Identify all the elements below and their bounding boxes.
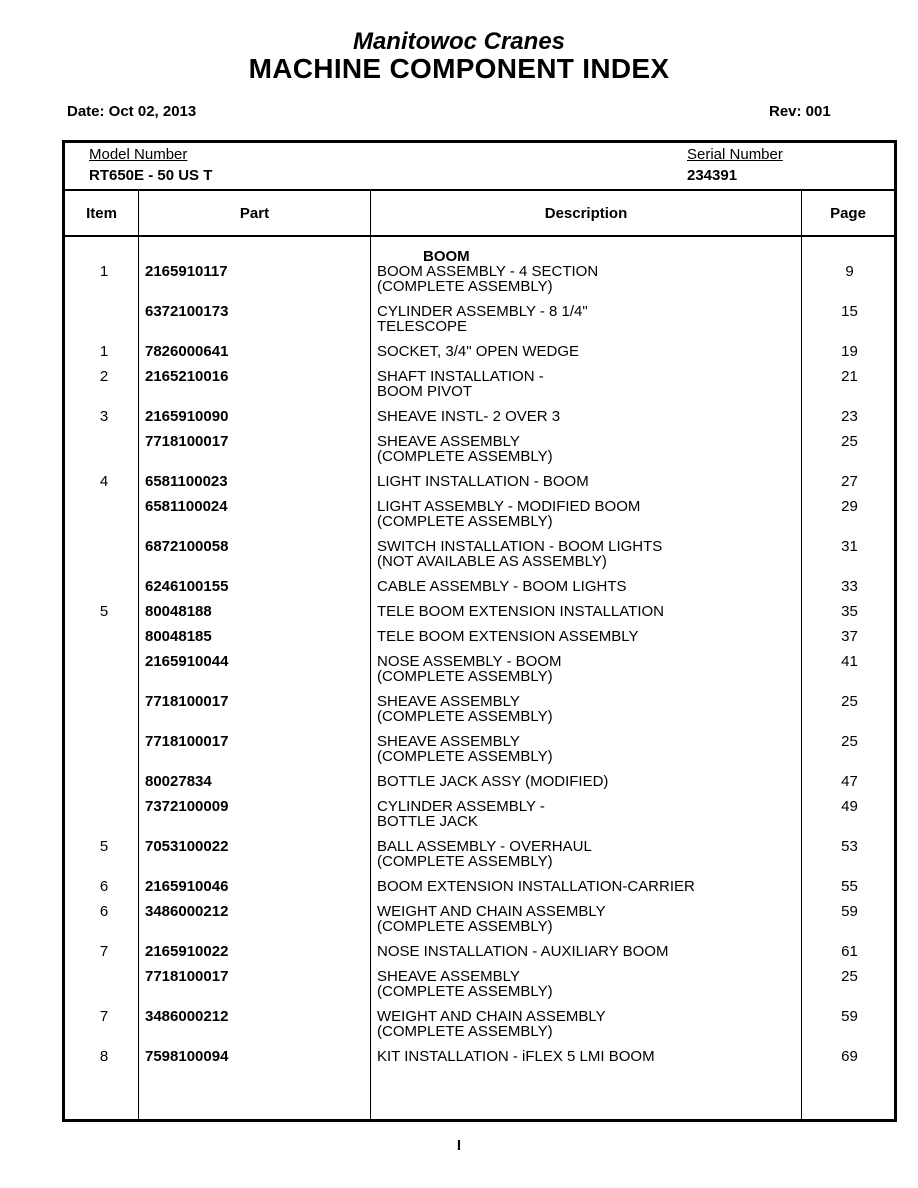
page-number: 31 xyxy=(841,538,858,555)
description-line-1: TELE BOOM EXTENSION INSTALLATION xyxy=(377,603,664,620)
item-number: 1 xyxy=(99,263,109,280)
column-divider xyxy=(370,190,371,1119)
part-description xyxy=(377,629,797,644)
description-line-2: (COMPLETE ASSEMBLY) xyxy=(377,278,553,295)
page-number: 61 xyxy=(841,943,858,960)
part-number: 2165910046 xyxy=(145,878,229,895)
part-description xyxy=(377,264,797,294)
page-number: 59 xyxy=(841,903,858,920)
description-line-2: (COMPLETE ASSEMBLY) xyxy=(377,918,553,935)
page-number: 25 xyxy=(841,968,858,985)
description-line-2: (COMPLETE ASSEMBLY) xyxy=(377,1023,553,1040)
description-line-1: CABLE ASSEMBLY - BOOM LIGHTS xyxy=(377,578,627,595)
section-heading: BOOM xyxy=(423,248,470,265)
column-header-page: Page xyxy=(830,205,866,222)
description-line-1: SHEAVE ASSEMBLY xyxy=(377,433,520,450)
page-marker: I xyxy=(456,1137,462,1154)
part-description xyxy=(377,579,797,594)
part-description xyxy=(377,1009,797,1039)
description-line-2: (COMPLETE ASSEMBLY) xyxy=(377,748,553,765)
part-description xyxy=(377,774,797,789)
document-date: Date: Oct 02, 2013 xyxy=(67,103,197,120)
page-number: 19 xyxy=(841,343,858,360)
description-line-1: WEIGHT AND CHAIN ASSEMBLY xyxy=(377,903,606,920)
description-line-1: KIT INSTALLATION - iFLEX 5 LMI BOOM xyxy=(377,1048,655,1065)
part-number: 7718100017 xyxy=(145,693,229,710)
description-line-1: TELE BOOM EXTENSION ASSEMBLY xyxy=(377,628,639,645)
description-line-2: BOOM PIVOT xyxy=(377,383,473,400)
description-line-1: SWITCH INSTALLATION - BOOM LIGHTS xyxy=(377,538,663,555)
header-divider xyxy=(65,189,894,191)
description-line-1: WEIGHT AND CHAIN ASSEMBLY xyxy=(377,1008,606,1025)
column-divider xyxy=(138,190,139,1119)
part-description xyxy=(377,734,797,764)
part-description xyxy=(377,1049,797,1064)
part-description xyxy=(377,839,797,869)
description-line-1: SHAFT INSTALLATION - xyxy=(377,368,544,385)
column-header-divider xyxy=(65,235,894,237)
part-description xyxy=(377,369,797,399)
part-description xyxy=(377,434,797,464)
part-number: 2165910090 xyxy=(145,408,229,425)
part-number: 2165910022 xyxy=(145,943,229,960)
serial-number-label: Serial Number xyxy=(687,146,783,163)
part-number: 7718100017 xyxy=(145,968,229,985)
description-line-1: NOSE INSTALLATION - AUXILIARY BOOM xyxy=(377,943,669,960)
item-number: 7 xyxy=(99,943,109,960)
part-description xyxy=(377,944,797,959)
item-number: 3 xyxy=(99,408,109,425)
item-number: 5 xyxy=(99,838,109,855)
part-description xyxy=(377,344,797,359)
description-line-1: BALL ASSEMBLY - OVERHAUL xyxy=(377,838,592,855)
description-line-1: SHEAVE ASSEMBLY xyxy=(377,968,520,985)
part-number: 2165210016 xyxy=(145,368,229,385)
column-header-part: Part xyxy=(239,205,270,222)
page-number: 23 xyxy=(841,408,858,425)
part-number: 2165910117 xyxy=(145,263,228,280)
part-number: 7718100017 xyxy=(145,733,229,750)
part-description xyxy=(377,604,797,619)
item-number: 4 xyxy=(99,473,109,490)
item-number: 6 xyxy=(99,878,109,895)
page-number: 35 xyxy=(841,603,858,620)
page-number: 25 xyxy=(841,693,858,710)
item-number: 7 xyxy=(99,1008,109,1025)
part-description xyxy=(377,879,797,894)
part-number: 2165910044 xyxy=(145,653,229,670)
description-line-1: SHEAVE INSTL- 2 OVER 3 xyxy=(377,408,561,425)
page-number: 9 xyxy=(845,263,854,280)
part-number: 6872100058 xyxy=(145,538,229,555)
part-description xyxy=(377,409,797,424)
part-number: 6246100155 xyxy=(145,578,229,595)
item-number: 2 xyxy=(99,368,109,385)
description-line-2: (COMPLETE ASSEMBLY) xyxy=(377,983,553,1000)
description-line-2: (COMPLETE ASSEMBLY) xyxy=(377,448,553,465)
page-number: 27 xyxy=(841,473,858,490)
description-line-1: NOSE ASSEMBLY - BOOM xyxy=(377,653,562,670)
part-description xyxy=(377,654,797,684)
column-header-item: Item xyxy=(86,205,117,222)
document-revision: Rev: 001 xyxy=(769,103,831,120)
description-line-1: SHEAVE ASSEMBLY xyxy=(377,693,520,710)
part-number: 80027834 xyxy=(145,773,212,790)
column-header-description: Description xyxy=(544,205,628,222)
column-divider xyxy=(801,190,802,1119)
component-index-table xyxy=(62,140,897,1122)
part-number: 6581100024 xyxy=(145,498,228,515)
item-number: 1 xyxy=(99,343,109,360)
page-number: 49 xyxy=(841,798,858,815)
page-number: 55 xyxy=(841,878,858,895)
description-line-2: (NOT AVAILABLE AS ASSEMBLY) xyxy=(377,553,607,570)
part-number: 7598100094 xyxy=(145,1048,229,1065)
part-number: 6581100023 xyxy=(145,473,228,490)
part-number: 80048185 xyxy=(145,628,212,645)
part-description xyxy=(377,904,797,934)
model-number-label: Model Number xyxy=(89,146,188,163)
description-line-2: BOTTLE JACK xyxy=(377,813,478,830)
description-line-1: BOOM EXTENSION INSTALLATION-CARRIER xyxy=(377,878,695,895)
description-line-1: BOTTLE JACK ASSY (MODIFIED) xyxy=(377,773,609,790)
page-number: 59 xyxy=(841,1008,858,1025)
page-number: 15 xyxy=(841,303,858,320)
description-line-1: SOCKET, 3/4" OPEN WEDGE xyxy=(377,343,580,360)
item-number: 5 xyxy=(99,603,109,620)
description-line-1: LIGHT ASSEMBLY - MODIFIED BOOM xyxy=(377,498,641,515)
description-line-2: (COMPLETE ASSEMBLY) xyxy=(377,668,553,685)
description-line-2: (COMPLETE ASSEMBLY) xyxy=(377,853,553,870)
part-description xyxy=(377,499,797,529)
page-number: 29 xyxy=(841,498,858,515)
item-number: 8 xyxy=(99,1048,109,1065)
page-number: 47 xyxy=(841,773,858,790)
description-line-1: CYLINDER ASSEMBLY - xyxy=(377,798,545,815)
model-number-value: RT650E - 50 US T xyxy=(89,167,213,184)
serial-number-value: 234391 xyxy=(687,167,738,184)
description-line-2: (COMPLETE ASSEMBLY) xyxy=(377,513,553,530)
description-line-1: SHEAVE ASSEMBLY xyxy=(377,733,520,750)
description-line-1: BOOM ASSEMBLY - 4 SECTION xyxy=(377,263,599,280)
page-number: 53 xyxy=(841,838,858,855)
part-number: 80048188 xyxy=(145,603,212,620)
page-number: 37 xyxy=(841,628,858,645)
part-description xyxy=(377,474,797,489)
part-description xyxy=(377,539,797,569)
part-description xyxy=(377,694,797,724)
part-number: 7718100017 xyxy=(145,433,229,450)
company-name: Manitowoc Cranes xyxy=(352,28,566,55)
part-description xyxy=(377,799,797,829)
part-description xyxy=(377,304,797,334)
page-number: 41 xyxy=(841,653,858,670)
page-number: 25 xyxy=(841,433,858,450)
description-line-1: LIGHT INSTALLATION - BOOM xyxy=(377,473,589,490)
document-title: MACHINE COMPONENT INDEX xyxy=(248,53,670,84)
description-line-2: TELESCOPE xyxy=(377,318,468,335)
page-number: 33 xyxy=(841,578,858,595)
part-number: 3486000212 xyxy=(145,1008,229,1025)
part-number: 7372100009 xyxy=(145,798,229,815)
page-number: 21 xyxy=(841,368,858,385)
part-number: 7826000641 xyxy=(145,343,229,360)
part-number: 6372100173 xyxy=(145,303,229,320)
part-number: 7053100022 xyxy=(145,838,229,855)
part-number: 3486000212 xyxy=(145,903,229,920)
page-number: 25 xyxy=(841,733,858,750)
part-description xyxy=(377,969,797,999)
page-number: 69 xyxy=(841,1048,858,1065)
description-line-1: CYLINDER ASSEMBLY - 8 1/4" xyxy=(377,303,588,320)
description-line-2: (COMPLETE ASSEMBLY) xyxy=(377,708,553,725)
item-number: 6 xyxy=(99,903,109,920)
